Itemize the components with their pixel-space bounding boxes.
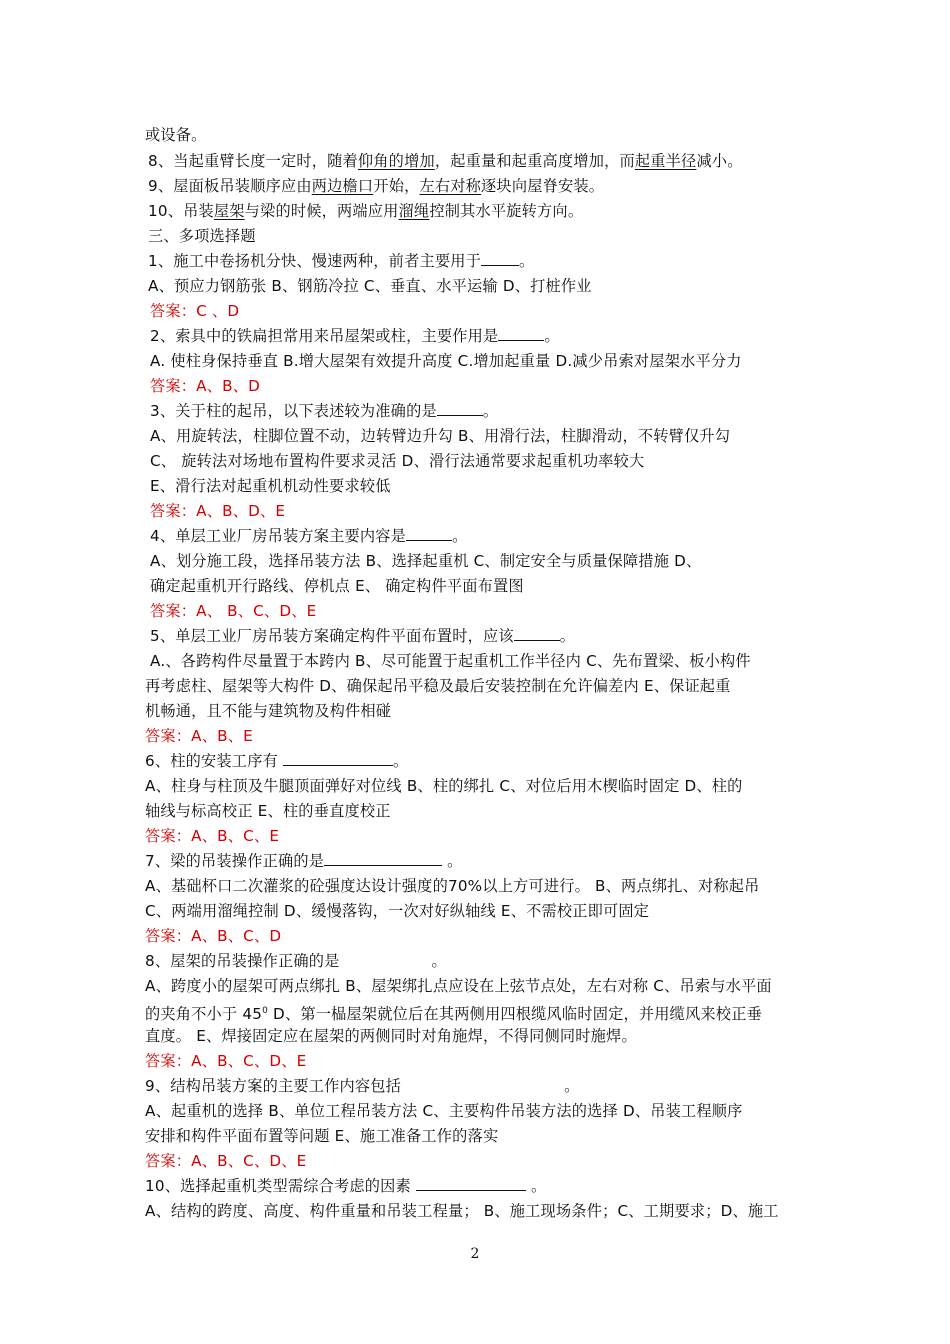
- question-text: 4、单层工业厂房吊装方案主要内容是 。: [150, 527, 468, 545]
- option-line: E、滑行法对起重机机动性要求较低: [150, 477, 391, 495]
- answer-line: 答案：A、B、D: [150, 377, 261, 395]
- option-line: A、柱身与柱顶及牛腿顶面弹好对位线 B、柱的绑扎 C、对位后用木楔临时固定 D、柱的: [145, 777, 743, 795]
- question-text: 9、结构吊装方案的主要工作内容包括 。: [145, 1077, 580, 1095]
- section-heading: 三、多项选择题: [148, 227, 256, 245]
- page-number: 2: [470, 1246, 480, 1262]
- text-line: 或设备。: [145, 126, 207, 144]
- option-line: A、基础杯口二次灌浆的砼强度达设计强度的70%以上方可进行。 B、两点绑扎、对称起吊: [145, 877, 760, 895]
- question-text: 3、关于柱的起吊，以下表述较为准确的是 。: [150, 402, 499, 420]
- option-line: A、划分施工段，选择吊装方法 B、选择起重机 C、制定安全与质量保障措施 D、: [150, 552, 702, 570]
- text-line: 10、吊装屋架与梁的时候，两端应用溜绳控制其水平旋转方向。: [148, 202, 584, 220]
- answer-line: 答案：C 、D: [150, 302, 240, 320]
- option-line: A、预应力钢筋张 B、钢筋冷拉 C、垂直、水平运输 D、打桩作业: [148, 277, 592, 295]
- answer-line: 答案：A、B、D、E: [150, 502, 286, 520]
- answer-line: 答案：A、B、C、D、E: [145, 1152, 307, 1170]
- option-line: 轴线与标高校正 E、柱的垂直度校正: [145, 802, 391, 820]
- option-line: A、用旋转法，柱脚位置不动，边转臂边升勾 B、用滑行法，柱脚滑动，不转臂仅升勾: [150, 427, 731, 445]
- answer-line: 答案：A、B、E: [145, 727, 253, 745]
- option-line: A. 使柱身保持垂直 B.增大屋架有效提升高度 C.增加起重量 D.减少吊索对屋架水平分力: [150, 352, 742, 370]
- answer-line: 答案：A、B、C、E: [145, 827, 280, 845]
- option-line: A.、各跨构件尽量置于本跨内 B、尽可能置于起重机工作半径内 C、先布置梁、板小构件: [150, 652, 751, 670]
- option-line: 机畅通，且不能与建筑物及构件相碰: [145, 702, 392, 720]
- question-text: 2、索具中的铁扁担常用来吊屋架或柱，主要作用是 。: [150, 327, 560, 345]
- question-text: 8、屋架的吊装操作正确的是 。: [145, 952, 447, 970]
- text-line: 9、屋面板吊装顺序应由两边檐口开始，左右对称逐块向屋脊安装。: [148, 177, 605, 195]
- option-line: 确定起重机开行路线、停机点 E、 确定构件平面布置图: [150, 577, 524, 595]
- question-text: 5、单层工业厂房吊装方案确定构件平面布置时，应该 。: [150, 627, 576, 645]
- question-text: 1、施工中卷扬机分快、慢速两种，前者主要用于 。: [148, 252, 535, 270]
- question-text: 6、柱的安装工序有 。: [145, 752, 409, 770]
- answer-line: 答案：A、B、C、D、E: [145, 1052, 307, 1070]
- question-text: 7、梁的吊装操作正确的是 。: [145, 852, 463, 870]
- option-line: 直度。 E、焊接固定应在屋架的两侧同时对角施焊，不得同侧同时施焊。: [145, 1027, 637, 1045]
- option-line: A、结构的跨度、高度、构件重量和吊装工程量； B、施工现场条件；C、工期要求；D、施工: [145, 1202, 779, 1220]
- option-line: A、起重机的选择 B、单位工程吊装方法 C、主要构件吊装方法的选择 D、吊装工程顺序: [145, 1102, 743, 1120]
- option-line: 再考虑柱、屋架等大构件 D、确保起吊平稳及最后安装控制在允许偏差内 E、保证起重: [145, 677, 731, 695]
- option-line: C、两端用溜绳控制 D、缓慢落钩，一次对好纵轴线 E、不需校正即可固定: [145, 902, 650, 920]
- text-line: 8、当起重臂长度一定时，随着仰角的增加，起重量和起重高度增加，而起重半径减小。: [148, 152, 743, 170]
- option-line: 安排和构件平面布置等问题 E、施工准备工作的落实: [145, 1127, 499, 1145]
- answer-line: 答案：A、B、C、D: [145, 927, 282, 945]
- option-line: A、跨度小的屋架可两点绑扎 B、屋架绑扎点应设在上弦节点处，左右对称 C、吊索与水平面: [145, 977, 772, 995]
- option-line: C、 旋转法对场地布置构件要求灵活 D、滑行法通常要求起重机功率较大: [150, 452, 645, 470]
- answer-line: 答案：A、 B、C、D、E: [150, 602, 317, 620]
- option-line: 的夹角不小于 $45^0$ D、第一榀屋架就位后在其两侧用四根缆风临时固定，并用缆风来校正垂: [145, 1005, 762, 1024]
- question-text: 10、选择起重机类型需综合考虑的因素 。: [145, 1177, 547, 1195]
